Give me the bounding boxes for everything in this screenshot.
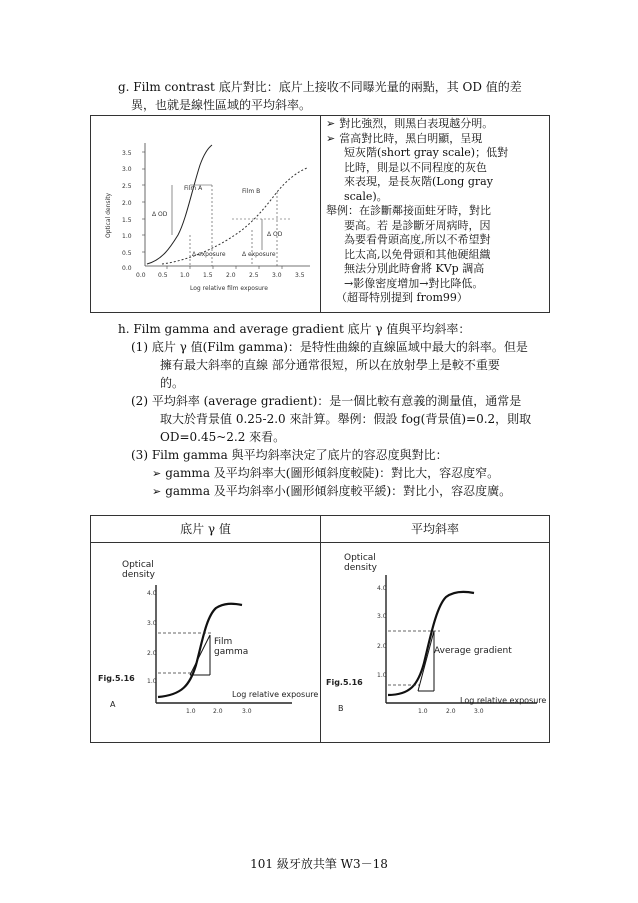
xtick: 1.5: [203, 272, 213, 279]
section-h-title: h. Film gamma and average gradient 底片 γ 值與平均斜率：: [118, 322, 471, 336]
svg-text:Log relative exposure: Log relative exposure: [460, 696, 547, 705]
ytick: 1.0: [122, 233, 132, 240]
xtick: 2.0: [226, 272, 236, 279]
g-example-text: →影像密度增加→對比降低。: [344, 276, 484, 290]
ytick: 3.5: [122, 150, 132, 157]
section-h-p3: (3) Film gamma 與平均斜率決定了底片的容忍度與對比：: [131, 448, 448, 462]
svg-text:Optical: Optical: [122, 560, 154, 570]
xtick: 3.5: [295, 272, 305, 279]
xtick: 0.5: [158, 272, 168, 279]
table-head-film-gamma: 底片 γ 值: [180, 522, 231, 536]
g-note-text: scale)。: [344, 189, 388, 203]
svg-text:Fig.5.16: Fig.5.16: [98, 674, 135, 683]
svg-text:2.0: 2.0: [446, 708, 456, 715]
xtick: 1.0: [180, 272, 190, 279]
section-h-p2: OD=0.45~2.2 來看。: [160, 430, 286, 444]
svg-text:A: A: [110, 700, 116, 709]
section-h-bullet-2: ➢ gamma 及平均斜率小(圖形傾斜度較平緩)：對比小，容忍度廣。: [152, 482, 511, 501]
svg-text:Average gradient: Average gradient: [434, 646, 512, 656]
film-b-curve: [162, 168, 307, 264]
film-b-label: Film B: [242, 188, 261, 195]
svg-text:1.0: 1.0: [418, 708, 428, 715]
svg-text:4.0: 4.0: [147, 590, 157, 597]
table-divider: [320, 116, 321, 312]
svg-text:3.0: 3.0: [377, 613, 387, 620]
g-example-text: 舉例：在診斷鄰接面蛀牙時，對比: [326, 204, 491, 217]
section-h-p1: 的。: [160, 376, 185, 390]
delta-exposure-b: Δ exposure: [242, 251, 276, 258]
film-a-label: Film A: [184, 185, 203, 192]
svg-text:1.0: 1.0: [186, 708, 196, 715]
average-gradient-figure: [322, 545, 548, 741]
ytick: 2.5: [122, 183, 132, 190]
section-h-p2: (2) 平均斜率 (average gradient)：是一個比較有意義的測量值，通常是: [131, 394, 522, 408]
svg-text:1.0: 1.0: [377, 672, 387, 679]
g-note-bullet-2: ➢ 當高對比時，黑白明顯，呈現: [326, 132, 482, 146]
ytick: 3.0: [122, 166, 132, 173]
xtick: 3.0: [272, 272, 282, 279]
g-note-text: 來表現，是長灰階(Long gray: [344, 175, 493, 188]
section-h-bullet-1: ➢ gamma 及平均斜率大(圖形傾斜度較陡)：對比大，容忍度窄。: [152, 464, 499, 483]
film-a-curve: [147, 145, 212, 264]
ytick: 0.5: [122, 250, 132, 257]
delta-exposure-a: Δ exposure: [192, 251, 226, 258]
svg-text:1.0: 1.0: [147, 678, 157, 685]
svg-text:Fig.5.16: Fig.5.16: [326, 678, 363, 687]
g-example-text: 比太高,以免骨頭和其他硬組織: [344, 247, 491, 261]
svg-text:3.0: 3.0: [242, 708, 252, 715]
section-h-p1: 擁有最大斜率的直線 部分通常很短，所以在放射學上是較不重要: [160, 358, 500, 372]
g-example-text: （超哥特別提到 from99）: [336, 291, 468, 304]
g-note-bullet-1: ➢ 對比強烈，則黑白表現越分明。: [326, 117, 493, 131]
svg-text:Film: Film: [214, 637, 233, 647]
x-axis-label: Log relative film exposure: [190, 285, 268, 292]
g-note-text: 比時，則是以不同程度的灰色: [344, 160, 487, 174]
section-h-p2: 取大於背景值 0.25-2.0 來計算。舉例：假設 fog(背景值)=0.2，則取: [160, 412, 532, 426]
svg-text:density: density: [344, 563, 377, 573]
delta-od-label-b: Δ OD: [267, 231, 283, 238]
section-g-line1: g. Film contrast 底片對比：底片上接收不同曝光量的兩點，其 OD 值的差: [118, 80, 522, 94]
film-contrast-chart: [92, 120, 318, 308]
svg-text:Optical: Optical: [344, 553, 376, 563]
svg-text:2.0: 2.0: [213, 708, 223, 715]
table-column-divider: [320, 516, 321, 742]
g-example-text: 為要看骨頭高度,所以不希望對: [344, 233, 491, 246]
delta-od-label: Δ OD: [152, 211, 168, 218]
svg-text:4.0: 4.0: [377, 585, 387, 592]
svg-text:3.0: 3.0: [474, 708, 484, 715]
y-axis-label: Optical density: [105, 192, 112, 238]
xtick: 2.5: [249, 272, 259, 279]
g-example-text: 無法分別此時會將 KVp 調高: [344, 262, 485, 275]
ytick: 0.0: [122, 265, 132, 272]
svg-text:2.0: 2.0: [147, 650, 157, 657]
svg-text:2.0: 2.0: [377, 643, 387, 650]
svg-text:B: B: [338, 704, 344, 713]
svg-text:Log relative exposure: Log relative exposure: [232, 690, 318, 699]
svg-text:3.0: 3.0: [147, 620, 157, 627]
g-note-text: 短灰階(short gray scale)；低對: [344, 146, 509, 159]
svg-text:gamma: gamma: [214, 647, 249, 657]
page-footer: 101 級牙放共筆 W3－18: [250, 857, 388, 871]
svg-text:density: density: [122, 570, 155, 580]
ytick: 1.5: [122, 217, 132, 224]
g-example-text: 要高。若 是診斷牙周病時，因: [344, 218, 491, 232]
section-h-p1: (1) 底片 γ 值(Film gamma)：是特性曲線的直線區域中最大的斜率。但是: [131, 340, 528, 354]
xtick: 0.0: [136, 272, 146, 279]
section-g-line2: 異，也就是線性區域的平均斜率。: [131, 98, 312, 112]
ytick: 2.0: [122, 200, 132, 207]
film-gamma-figure: [92, 545, 318, 741]
table-head-average-gradient: 平均斜率: [410, 522, 459, 536]
